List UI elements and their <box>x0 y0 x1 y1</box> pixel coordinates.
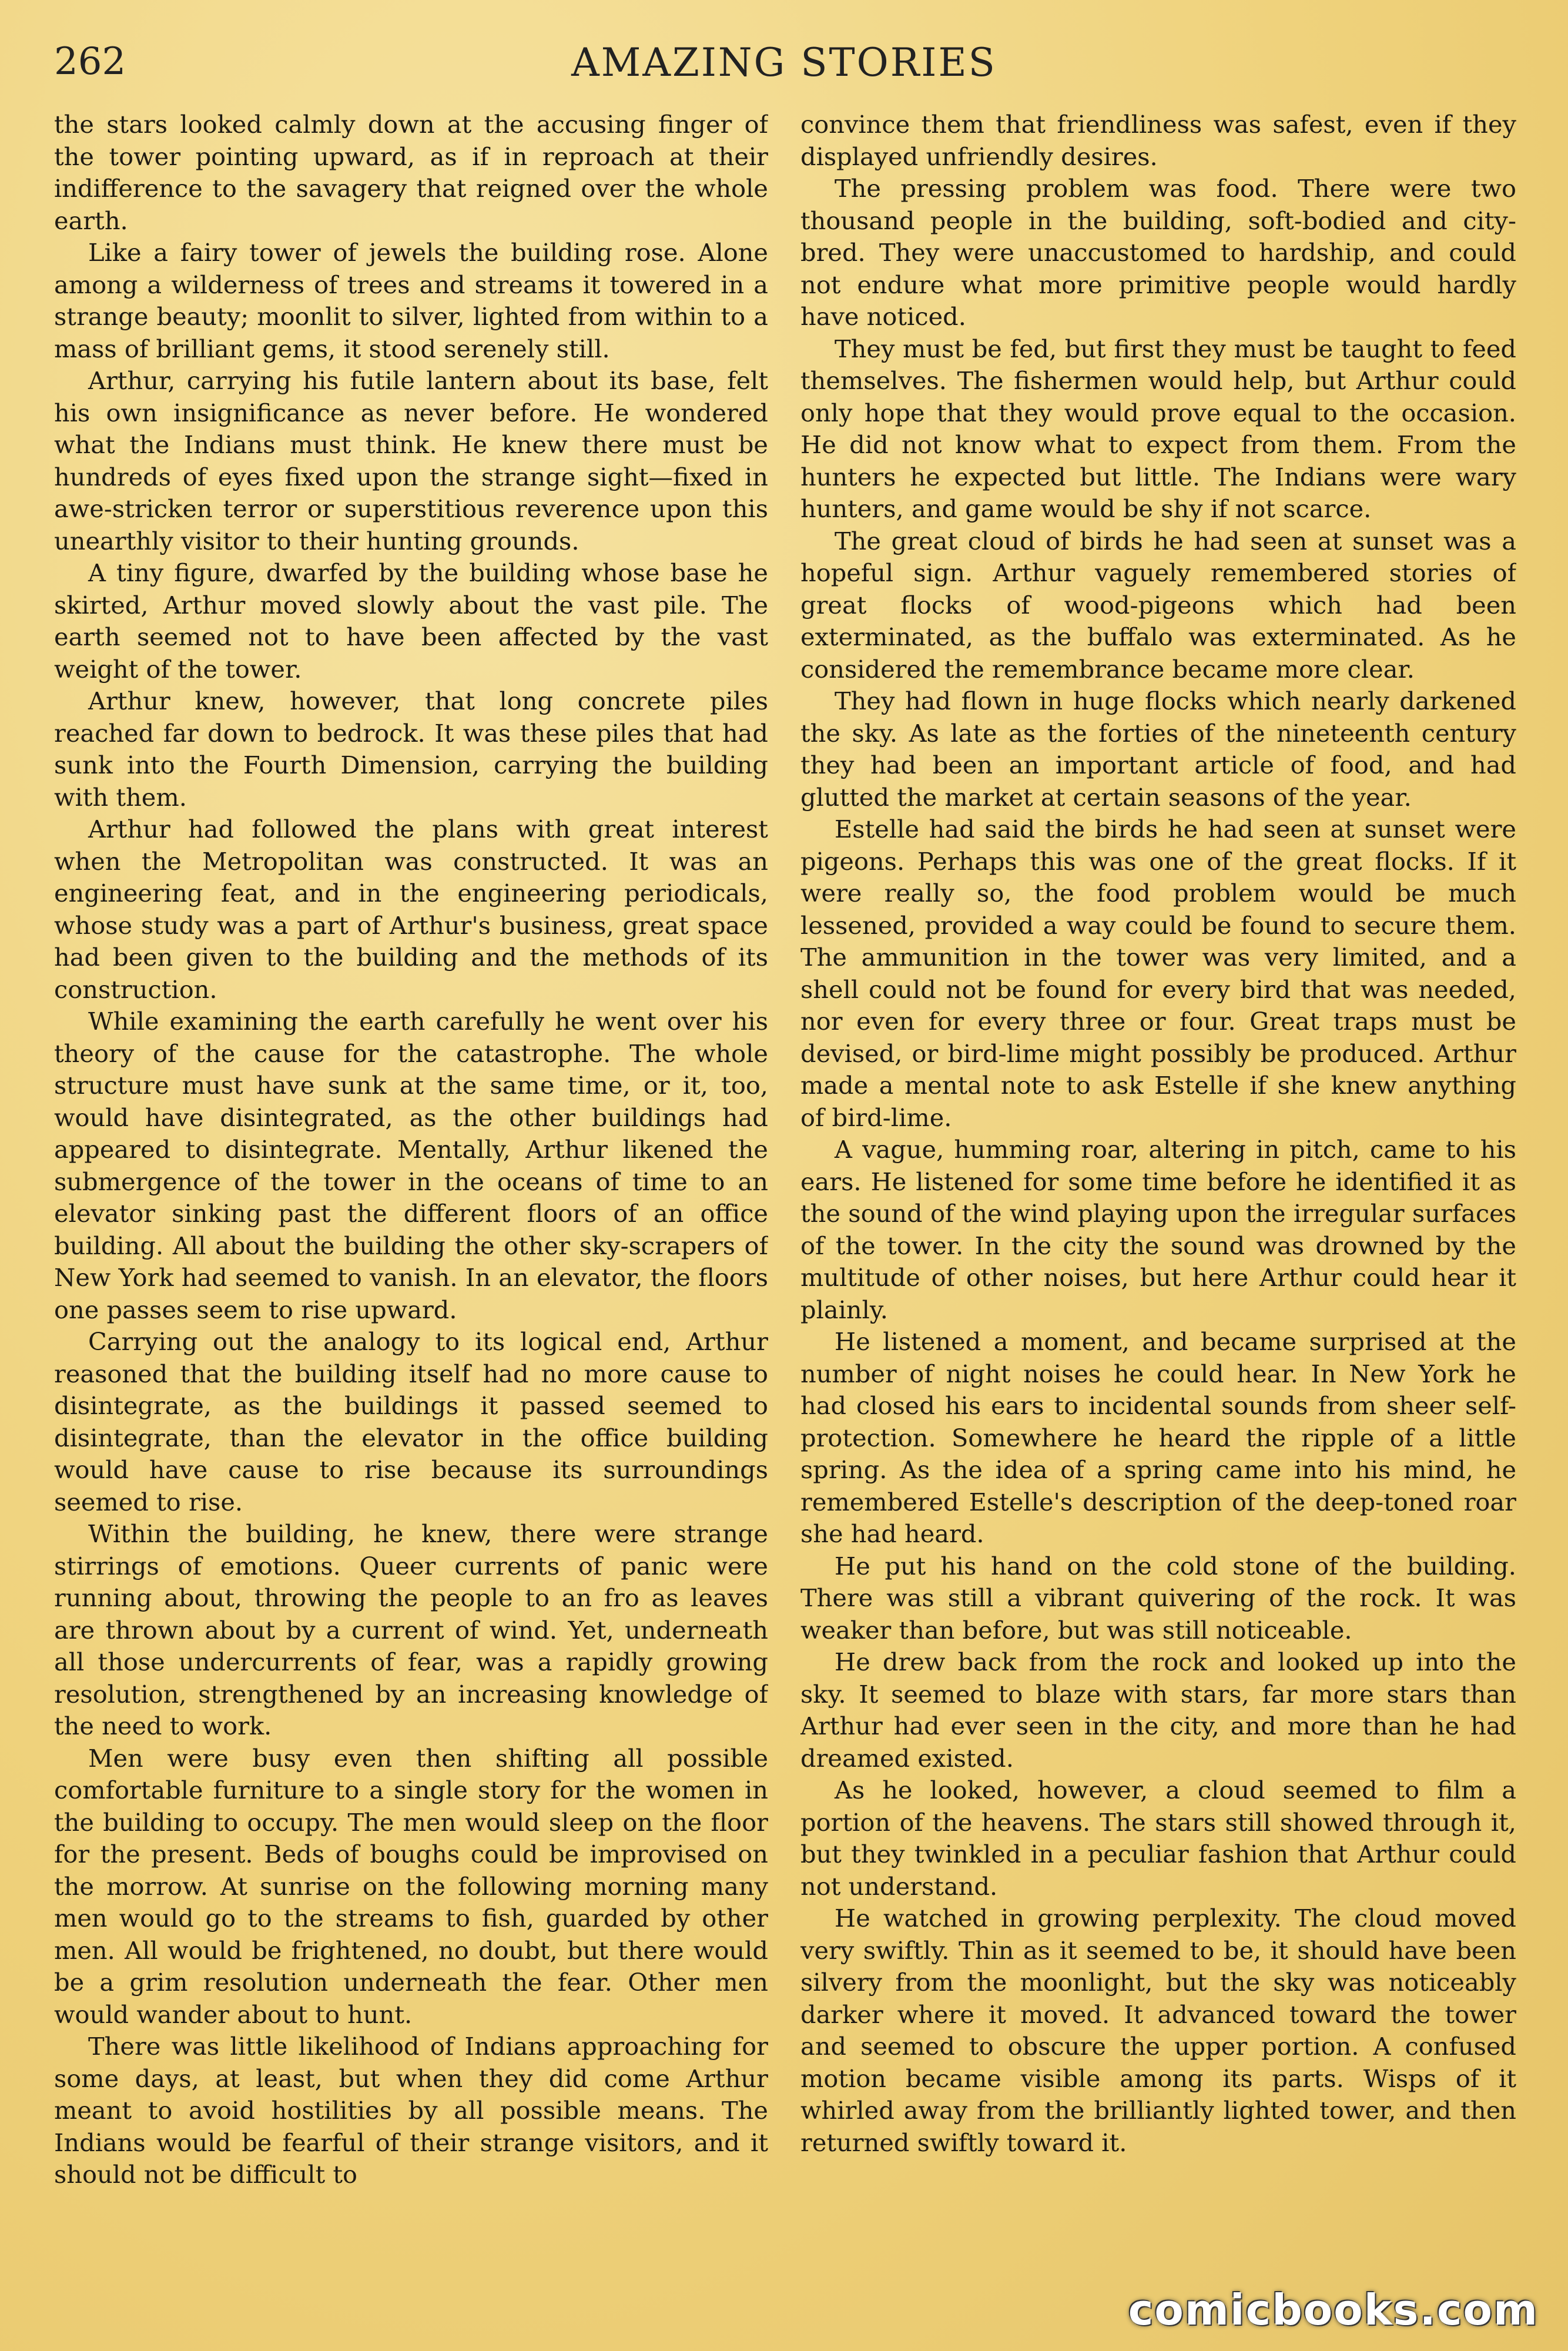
paragraph: The pressing problem was food. There were two thousand people in the building, soft-bodied and city-bred. They were unaccustomed to hardship, and could not endure what more primitive people would hardly have noticed. <box>800 174 1516 331</box>
magazine-title: AMAZING STORIES <box>571 40 997 85</box>
paragraph: Like a fairy tower of jewels the building rose. Alone among a wilderness of trees and streams it towered in a strange beauty; moonlit to silver, lighted from within to a mass of brilliant gems, it stood serenely still. <box>54 238 768 363</box>
paragraph: The great cloud of birds he had seen at sunset was a hopeful sign. Arthur vaguely remembered stories of great flocks of wood-pigeons which had been exterminated, as the buffalo was exterminated. As he considered the remembrance became more clear. <box>800 526 1516 684</box>
paragraph: Arthur, carrying his futile lantern about its base, felt his own insignificance as never before. He wondered what the Indians must think. He knew there must be hundreds of eyes fixed upon the strange sight—fixed in awe-stricken terror or superstitious reverence upon this unearthly visitor to their hunting grounds. <box>54 366 768 555</box>
right-column <box>800 109 1516 2316</box>
paragraph: the stars looked calmly down at the accusing finger of the tower pointing upward, as if in reproach at their indifference to the savagery that reigned over the whole earth. <box>54 110 768 235</box>
page-number: 262 <box>54 40 126 83</box>
paragraph: They must be fed, but first they must be taught to feed themselves. The fishermen would help, but Arthur could only hope that they would prove equal to the occasion. He did not know what to expect from them. From the hunters he expected but little. The Indians were wary hunters, and game would be shy if not scarce. <box>800 334 1516 523</box>
left-column <box>54 109 768 2316</box>
paragraph: Within the building, he knew, there were strange stirrings of emotions. Queer currents of panic were running about, throwing the people to an fro as leaves are thrown about by a current of wind. Yet, underneath all those undercurrents of fear, was a rapidly growing resolution, strengthened by an increasing knowledge of the need to work. <box>54 1519 768 1740</box>
paragraph: He drew back from the rock and looked up into the sky. It seemed to blaze with stars, far more stars than Arthur had ever seen in the city, and more than he had dreamed existed. <box>800 1647 1516 1773</box>
paragraph: There was little likelihood of Indians approaching for some days, at least, but when they did come Arthur meant to avoid hostilities by all possible means. The Indians would be fearful of their strange visitors, and it should not be difficult to <box>54 2032 768 2189</box>
paragraph: Carrying out the analogy to its logical end, Arthur reasoned that the building itself had no more cause to disintegrate, as the buildings it passed seemed to disintegrate, than the elevator in the office building would have cause to rise because its surroundings seemed to rise. <box>54 1327 768 1516</box>
paragraph: As he looked, however, a cloud seemed to film a portion of the heavens. The stars still showed through it, but they twinkled in a peculiar fashion that Arthur could not understand. <box>800 1776 1516 1901</box>
paragraph: A tiny figure, dwarfed by the building whose base he skirted, Arthur moved slowly about the vast pile. The earth seemed not to have been affected by the vast weight of the tower. <box>54 558 768 684</box>
paragraph: He listened a moment, and became surprised at the number of night noises he could hear. In New York he had closed his ears to incidental sounds from sheer self-protection. Somewhere he heard the ripple of a little spring. As the idea of a spring came into his mind, he remembered Estelle's description of the deep-toned roar she had heard. <box>800 1327 1516 1548</box>
paragraph: convince them that friendliness was safest, even if they displayed unfriendly desires. <box>800 110 1516 171</box>
watermark: comicbooks.com <box>1128 2285 1539 2335</box>
paragraph: Arthur had followed the plans with great interest when the Metropolitan was constructed. It was an engineering feat, and in the engineering periodicals, whose study was a part of Arthur's business, great space had been given to the building and the methods of its construction. <box>54 815 768 1004</box>
paragraph: Estelle had said the birds he had seen at sunset were pigeons. Perhaps this was one of the great flocks. If it were really so, the food problem would be much lessened, provided a way could be found to secure them. The ammunition in the tower was very limited, and a shell could not be found for every bird that was needed, nor even for every three or four. Great traps must be devised, or bird-lime might possibly be produced. Arthur made a mental note to ask Estelle if she knew anything of bird-lime. <box>800 815 1516 1132</box>
paragraph: He put his hand on the cold stone of the building. There was still a vibrant quivering of the rock. It was weaker than before, but was still noticeable. <box>800 1551 1516 1645</box>
paragraph: Men were busy even then shifting all possible comfortable furniture to a single story for the women in the building to occupy. The men would sleep on the floor for the present. Beds of boughs could be improvised on the morrow. At sunrise on the following morning many men would go to the streams to fish, guarded by other men. All would be frightened, no doubt, but there would be a grim resolution underneath the fear. Other men would wander about to hunt. <box>54 1743 768 2029</box>
paragraph: A vague, humming roar, altering in pitch, came to his ears. He listened for some time before he identified it as the sound of the wind playing upon the irregular surfaces of the tower. In the city the sound was drowned by the multitude of other noises, but here Arthur could hear it plainly. <box>800 1135 1516 1324</box>
paragraph: While examining the earth carefully he went over his theory of the cause for the catastrophe. The whole structure must have sunk at the same time, or it, too, would have disintegrated, as the other buildings had appeared to disintegrate. Mentally, Arthur likened the submergence of the tower in the oceans of time to an elevator sinking past the different floors of an office building. All about the building the other sky-scrapers of New York had seemed to vanish. In an elevator, the floors one passes seem to rise upward. <box>54 1007 768 1324</box>
paragraph: He watched in growing perplexity. The cloud moved very swiftly. Thin as it seemed to be, it should have been silvery from the moonlight, but the sky was noticeably darker where it moved. It advanced toward the tower and seemed to obscure the upper portion. A confused motion became visible among its parts. Wisps of it whirled away from the brilliantly lighted tower, and then returned swiftly toward it. <box>800 1904 1516 2157</box>
paragraph: Arthur knew, however, that long concrete piles reached far down to bedrock. It was these piles that had sunk into the Fourth Dimension, carrying the building with them. <box>54 686 768 812</box>
paragraph: They had flown in huge flocks which nearly darkened the sky. As late as the forties of the nineteenth century they had been an important article of food, and had glutted the market at certain seasons of the year. <box>800 686 1516 812</box>
